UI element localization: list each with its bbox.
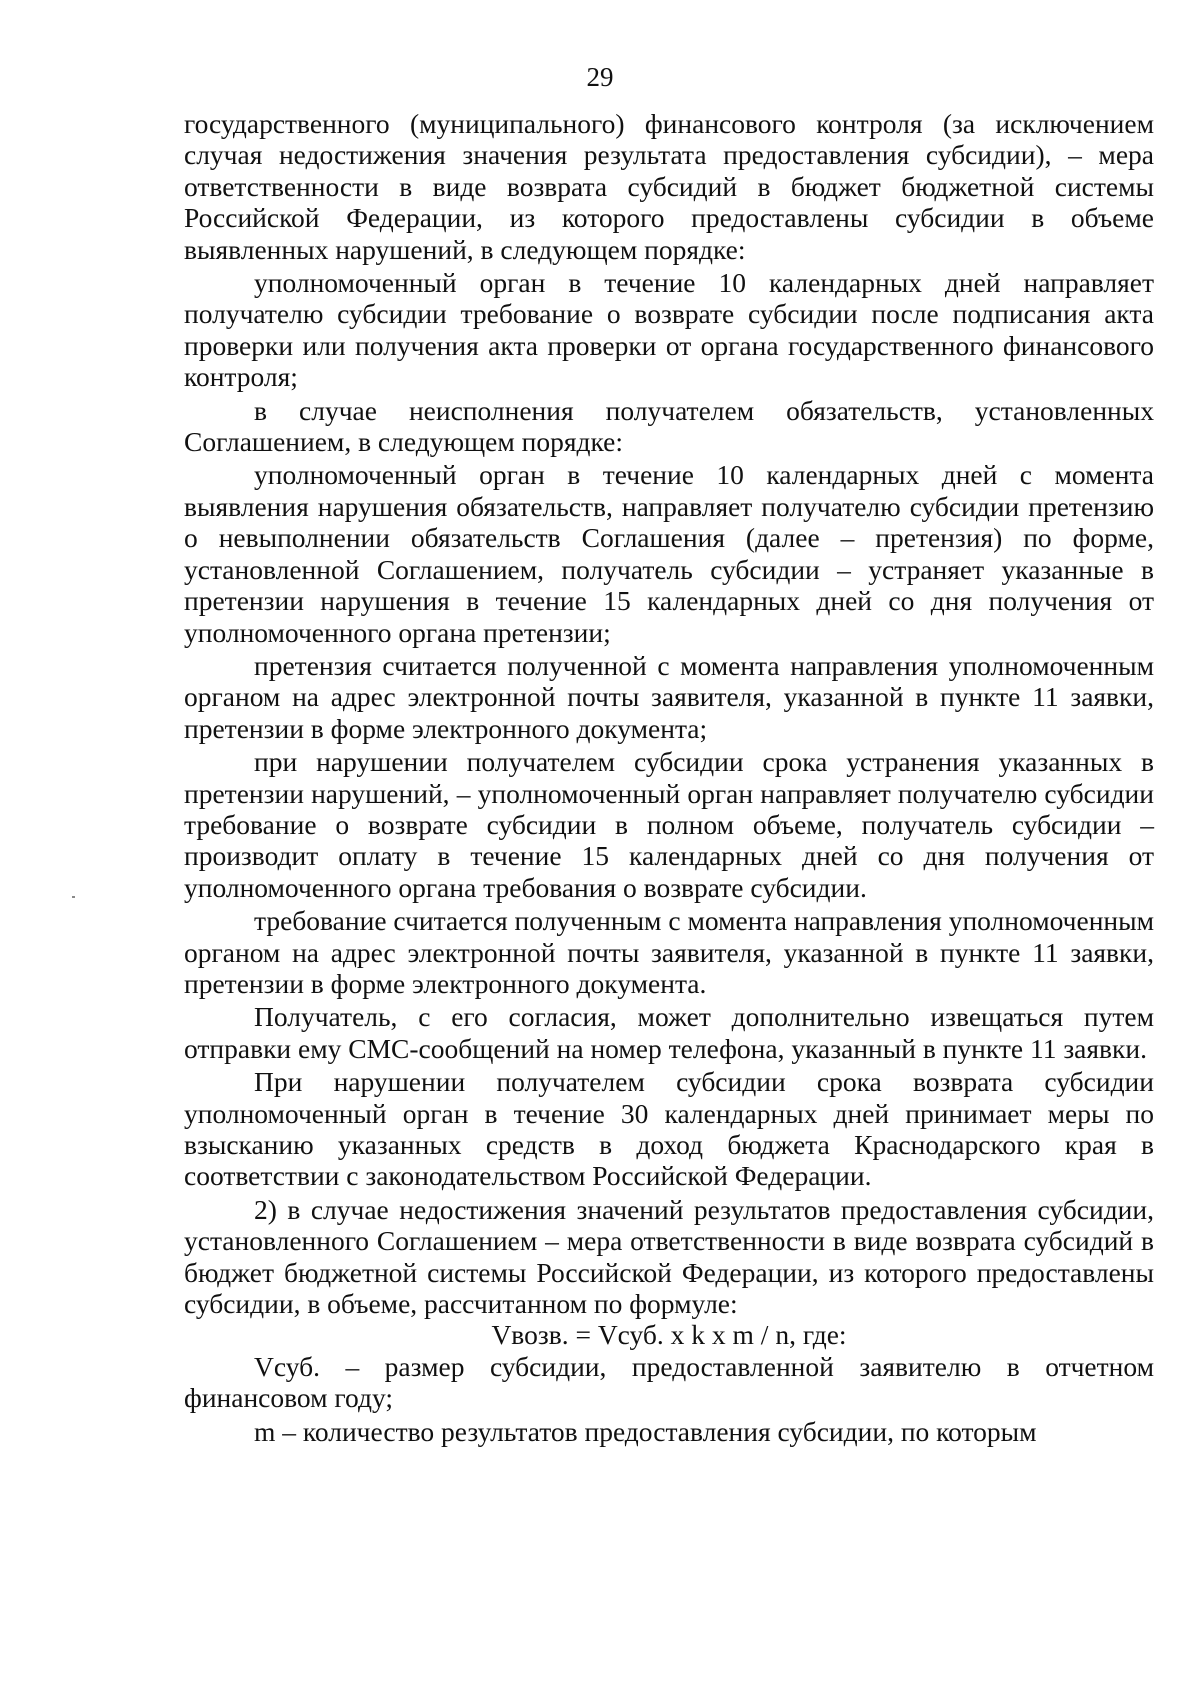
paragraph-9: При нарушении получателем субсидии срока возврата субсидии уполномоченный орган в течение 30 календарных дней принимает меры по взысканию указанных средств в доход бюджета Краснодарского края в соответствии с законодательством Российской Федерации. [184,1066,1154,1192]
paragraph-4: уполномоченный орган в течение 10 календарных дней с момента выявления нарушения обязательств, направляет получателю субсидии претензию о невыполнении обязательств Соглашения (далее – претензия) по форме, установленной Соглашением, получатель субсидии – устраняет указанные в претензии нарушения в течение 15 календарных дней со дня получения от уполномоченного органа претензии; [184,459,1154,648]
paragraph-3: в случае неисполнения получателем обязательств, установленных Соглашением, в следующем порядке: [184,394,1154,458]
paragraph-2: уполномоченный орган в течение 10 календарных дней направляет получателю субсидии требование о возврате субсидии после подписания акта проверки или получения акта проверки от органа государственного финансового контроля; [184,267,1154,393]
scan-artifact [72,896,75,898]
paragraph-6: при нарушении получателем субсидии срока устранения указанных в претензии нарушений, – уполномоченный орган направляет получателю субсидии требование о возврате субсидии в полном объеме, получатель субсидии – производит оплату в течение 15 календарных дней со дня получения от уполномоченного органа требования о возврате субсидии. [184,746,1154,903]
definition-m: m – количество результатов предоставления субсидии, по которым [254,1415,1037,1447]
page-number: 29 [586,62,614,92]
paragraph-1: государственного (муниципального) финансового контроля (за исключением случая недостижения значения результата предоставления субсидии), – мера ответственности в виде возврата субсидий в бюджет бюджетной системы Российской Федерации, из которого предоставлены субсидии в объеме выявленных нарушений, в следующем порядке: [184,108,1154,265]
paragraph-7: требование считается полученным с момента направления уполномоченным органом на адрес электронной почты заявителя, указанной в пункте 11 заявки, претензии в форме электронного документа. [184,905,1154,999]
formula: Vвозв. = Vсуб. x k x m / n, где: [491,1319,847,1351]
definition-vsub: Vсуб. – размер субсидии, предоставленной заявителю в отчетном финансовом году; [184,1350,1154,1414]
paragraph-5: претензия считается полученной с момента направления уполномоченным органом на адрес электронной почты заявителя, указанной в пункте 11 заявки, претензии в форме электронного документа; [184,649,1154,744]
paragraph-10: 2) в случае недостижения значений результатов предоставления субсидии, установленного Соглашением – мера ответственности в виде возврата субсидий в бюджет бюджетной системы Российской Федерации, из которого предоставлены субсидии, в объеме, рассчитанном по формуле: [184,1193,1154,1320]
document-body [184,108,1154,1447]
paragraph-8: Получатель, с его согласия, может дополнительно извещаться путем отправки ему СМС-сообщений на номер телефона, указанный в пункте 11 заявки. [184,1001,1154,1064]
